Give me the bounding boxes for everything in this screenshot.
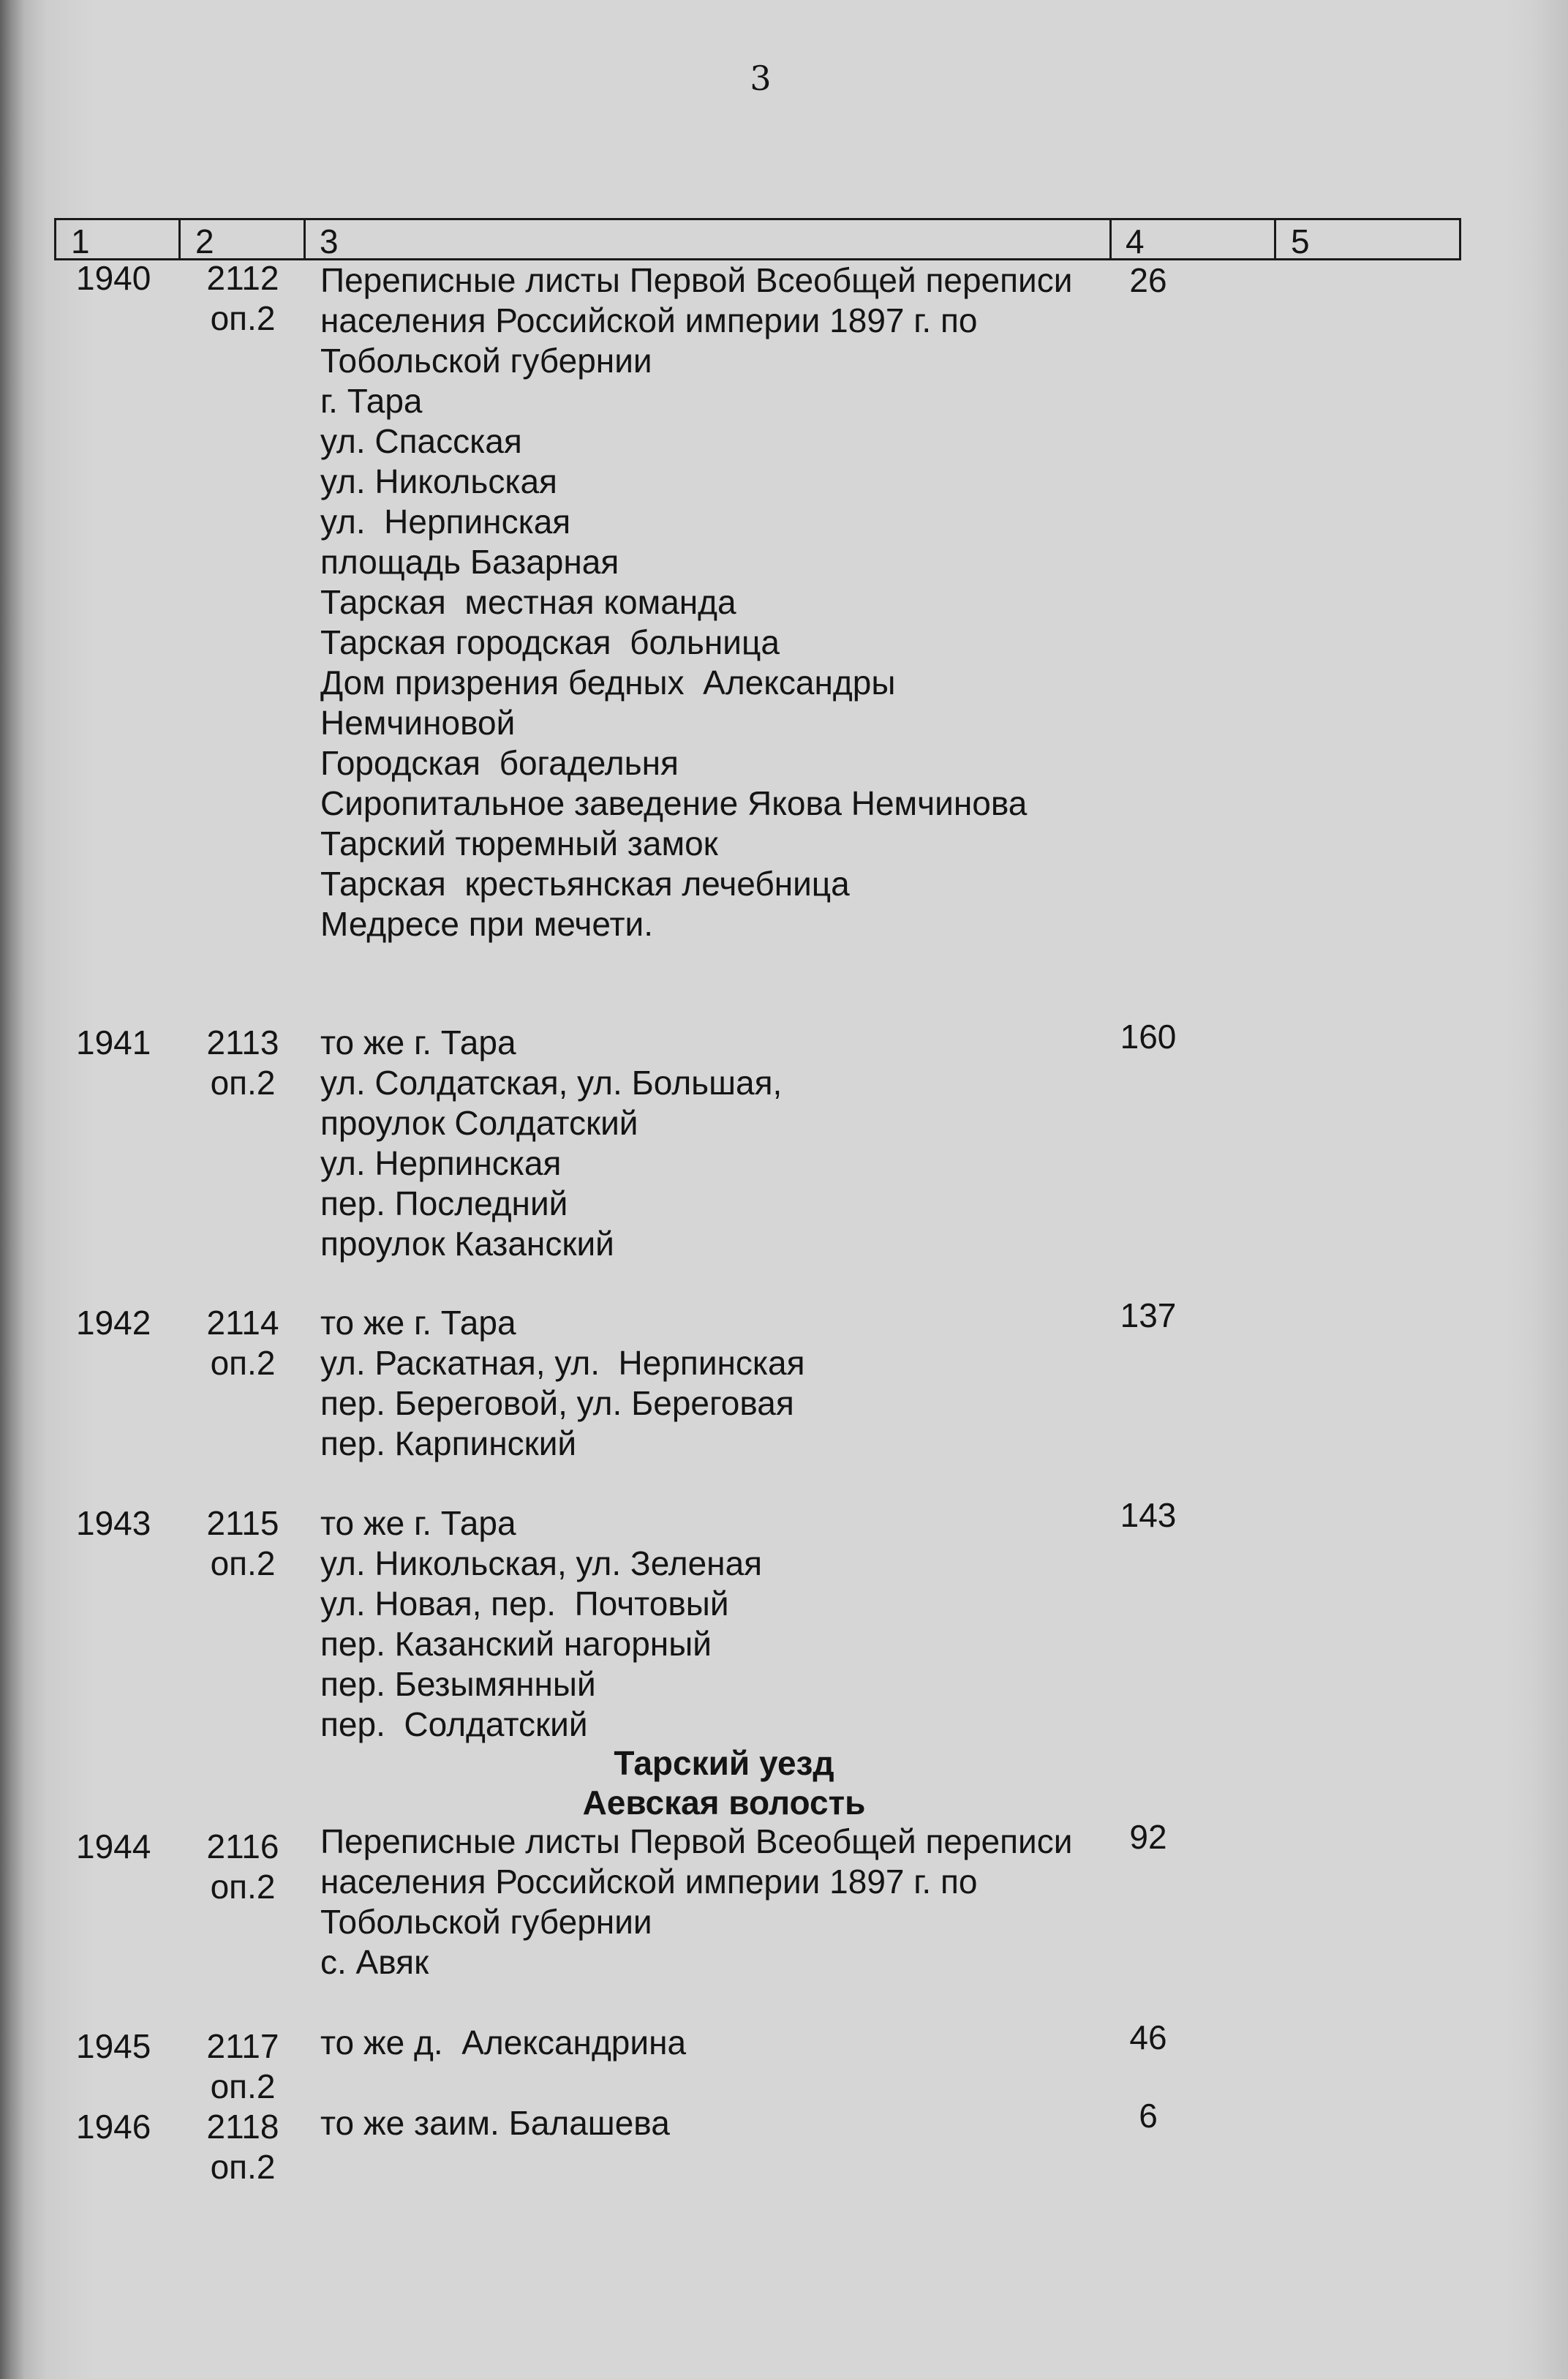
description-line: то же заим. Балашева xyxy=(320,2104,670,2142)
description-line: пер. Береговой, ул. Береговая xyxy=(320,1384,794,1422)
column-header-row xyxy=(54,218,1461,260)
description-line: то же г. Тара xyxy=(320,1304,516,1342)
column-divider xyxy=(178,220,181,258)
row-description xyxy=(320,260,1132,944)
row-count: 46 xyxy=(1129,2018,1167,2056)
row-year: 1942 xyxy=(76,1304,151,1342)
row-fond: 2114 xyxy=(206,1304,279,1342)
column-header-5: 5 xyxy=(1291,222,1310,260)
row-opis: оп.2 xyxy=(210,299,276,337)
row-year: 1940 xyxy=(76,259,151,297)
row-description xyxy=(320,1303,1132,1464)
row-count: 26 xyxy=(1129,261,1167,299)
row-fond: 2117 xyxy=(206,2027,279,2065)
description-line: Тарская местная команда xyxy=(320,583,736,621)
row-description xyxy=(320,2103,1132,2143)
description-line: то же г. Тара xyxy=(320,1023,516,1061)
description-line: площадь Базарная xyxy=(320,543,619,581)
row-fond: 2112 xyxy=(206,259,279,297)
column-header-4: 4 xyxy=(1126,222,1145,260)
row-description xyxy=(320,1503,1132,1745)
row-year: 1945 xyxy=(76,2027,151,2065)
description-line: ул. Новая, пер. Почтовый xyxy=(320,1585,729,1623)
section-heading-uezd: Тарский уезд xyxy=(614,1744,834,1782)
row-fond: 2115 xyxy=(206,1504,279,1542)
row-year: 1943 xyxy=(76,1504,151,1542)
description-line: проулок Казанский xyxy=(320,1225,614,1263)
description-line: ул. Спасская xyxy=(320,422,522,460)
column-header-3: 3 xyxy=(320,222,339,260)
row-description xyxy=(320,1822,1132,1982)
row-year: 1941 xyxy=(76,1023,151,1061)
description-line: ул. Никольская xyxy=(320,462,557,500)
row-opis: оп.2 xyxy=(210,2148,276,2186)
row-opis: оп.2 xyxy=(210,1868,276,1906)
description-line: Переписные листы Первой Всеобщей переписи xyxy=(320,1822,1073,1860)
description-line: проулок Солдатский xyxy=(320,1104,638,1142)
description-line: ул. Солдатская, ул. Большая, xyxy=(320,1064,783,1102)
description-line: Тарская крестьянская лечебница xyxy=(320,865,850,903)
description-line: пер. Последний xyxy=(320,1184,568,1222)
description-line: ул. Раскатная, ул. Нерпинская xyxy=(320,1344,805,1382)
page-number: 3 xyxy=(750,59,772,98)
description-line: пер. Безымянный xyxy=(320,1665,596,1703)
description-line: то же д. Александрина xyxy=(320,2023,687,2062)
row-fond: 2116 xyxy=(206,1827,279,1865)
column-header-1: 1 xyxy=(71,222,90,260)
row-opis: оп.2 xyxy=(210,1544,276,1582)
section-heading-volost: Аевская волость xyxy=(582,1784,866,1822)
description-line: пер. Солдатский xyxy=(320,1705,588,1743)
description-line: Сиропитальное заведение Якова Немчинова xyxy=(320,784,1028,822)
column-divider xyxy=(1274,220,1276,258)
column-divider xyxy=(304,220,306,258)
description-line: Тарская городская больница xyxy=(320,623,780,661)
description-line: Дом призрения бедных Александры xyxy=(320,664,896,702)
description-line: пер. Карпинский xyxy=(320,1424,577,1462)
description-line: Медресе при мечети. xyxy=(320,905,653,943)
row-count: 143 xyxy=(1120,1496,1177,1534)
column-header-2: 2 xyxy=(195,222,214,260)
row-description xyxy=(320,2023,1132,2063)
description-line: Городская богадельня xyxy=(320,744,679,782)
row-opis: оп.2 xyxy=(210,1064,276,1102)
description-line: Тобольской губернии xyxy=(320,342,652,380)
row-count: 160 xyxy=(1120,1018,1177,1056)
description-line: то же г. Тара xyxy=(320,1504,516,1542)
description-line: ул. Никольская, ул. Зеленая xyxy=(320,1544,763,1582)
row-opis: оп.2 xyxy=(210,1344,276,1382)
description-line: с. Авяк xyxy=(320,1943,429,1981)
row-fond: 2118 xyxy=(206,2108,279,2146)
row-fond: 2113 xyxy=(206,1023,279,1061)
description-line: ул. Нерпинская xyxy=(320,1144,562,1182)
description-line: пер. Казанский нагорный xyxy=(320,1625,712,1663)
description-line: г. Тара xyxy=(320,382,423,420)
row-opis: оп.2 xyxy=(210,2067,276,2105)
description-line: населения Российской империи 1897 г. по xyxy=(320,1863,978,1901)
row-count: 92 xyxy=(1129,1818,1167,1856)
row-year: 1944 xyxy=(76,1827,151,1865)
row-year: 1946 xyxy=(76,2108,151,2146)
column-divider xyxy=(1109,220,1112,258)
row-description xyxy=(320,1023,1132,1264)
description-line: Немчиновой xyxy=(320,704,516,742)
description-line: Тобольской губернии xyxy=(320,1903,652,1941)
description-line: Тарский тюремный замок xyxy=(320,824,718,862)
row-count: 6 xyxy=(1139,2097,1158,2135)
row-count: 137 xyxy=(1120,1296,1177,1334)
description-line: населения Российской империи 1897 г. по xyxy=(320,301,978,339)
description-line: Переписные листы Первой Всеобщей переписи xyxy=(320,261,1073,299)
description-line: ул. Нерпинская xyxy=(320,503,571,541)
